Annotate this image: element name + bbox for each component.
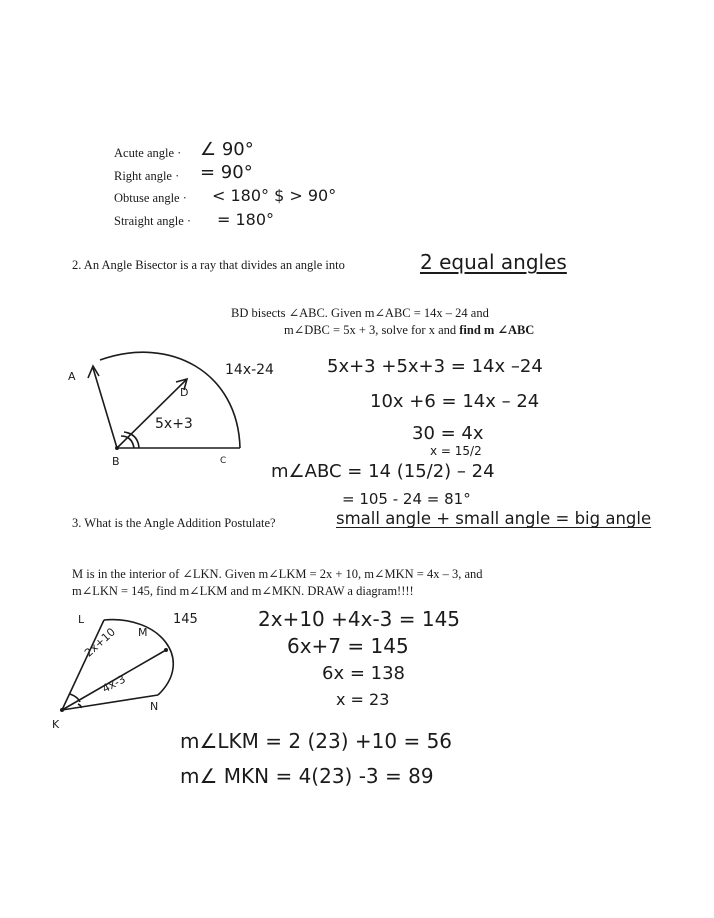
- q3-upper-label: 2x+10: [82, 625, 118, 660]
- obtuse-angle-answer: < 180° $ > 90°: [212, 186, 337, 205]
- q3-given-line2: m∠LKN = 145, find m∠LKM and m∠MKN. DRAW a diagram!!!!: [72, 584, 414, 598]
- q2-work-line2: 10x +6 = 14x – 24: [370, 391, 540, 412]
- right-angle-label: Right angle ·: [114, 169, 180, 183]
- q2-work-line6: = 105 - 24 = 81°: [342, 490, 471, 508]
- q3-work-line2: 6x+7 = 145: [287, 634, 409, 658]
- q3-point-k: K: [52, 718, 60, 731]
- q3-point-n: N: [150, 700, 159, 713]
- q3-work-line3: 6x = 138: [322, 663, 405, 684]
- q2-point-c: C: [220, 456, 227, 466]
- q3-point-l: L: [78, 613, 85, 626]
- q2-point-b: B: [112, 455, 120, 468]
- q2-given-line1: BD bisects ∠ABC. Given m∠ABC = 14x – 24 and: [231, 306, 489, 320]
- straight-angle-label: Straight angle ·: [114, 214, 192, 228]
- q3-work-line1: 2x+10 +4x-3 = 145: [258, 607, 461, 631]
- acute-angle-answer: ∠ 90°: [200, 139, 254, 160]
- q3-answer: small angle + small angle = big angle: [336, 509, 652, 528]
- q3-point-m: M: [138, 626, 148, 639]
- q2-work-line1: 5x+3 +5x+3 = 14x –24: [327, 356, 543, 377]
- q2-point-d: D: [180, 386, 189, 399]
- q3-prompt: 3. What is the Angle Addition Postulate?: [72, 516, 276, 530]
- q2-given-line2: m∠DBC = 5x + 3, solve for x and find m ∠ABC: [284, 323, 535, 337]
- q2-work-line5: m∠ABC = 14 (15/2) – 24: [271, 461, 495, 482]
- q2-prompt: 2. An Angle Bisector is a ray that divides an angle into: [72, 258, 345, 272]
- right-angle-answer: = 90°: [200, 162, 253, 183]
- q2-inner-label: 5x+3: [155, 416, 193, 432]
- q2-work-line3: 30 = 4x: [412, 423, 484, 444]
- q3-given-line1: M is in the interior of ∠LKN. Given m∠LKM = 2x + 10, m∠MKN = 4x – 3, and: [72, 567, 483, 581]
- q2-point-a: A: [68, 370, 76, 383]
- q3-result-mkn: m∠ MKN = 4(23) -3 = 89: [180, 764, 434, 788]
- q3-work-line4: x = 23: [336, 690, 390, 709]
- q2-arc-label: 14x-24: [225, 362, 274, 378]
- q2-answer: 2 equal angles: [420, 250, 567, 274]
- q3-lower-label: 4x-3: [100, 672, 128, 696]
- obtuse-angle-label: Obtuse angle ·: [114, 191, 187, 205]
- straight-angle-answer: = 180°: [217, 210, 275, 229]
- q3-arc-label: 145: [173, 612, 198, 627]
- q2-work-line4: x = 15/2: [430, 444, 482, 458]
- acute-angle-label: Acute angle ·: [114, 146, 182, 160]
- q3-result-lkm: m∠LKM = 2 (23) +10 = 56: [180, 729, 453, 753]
